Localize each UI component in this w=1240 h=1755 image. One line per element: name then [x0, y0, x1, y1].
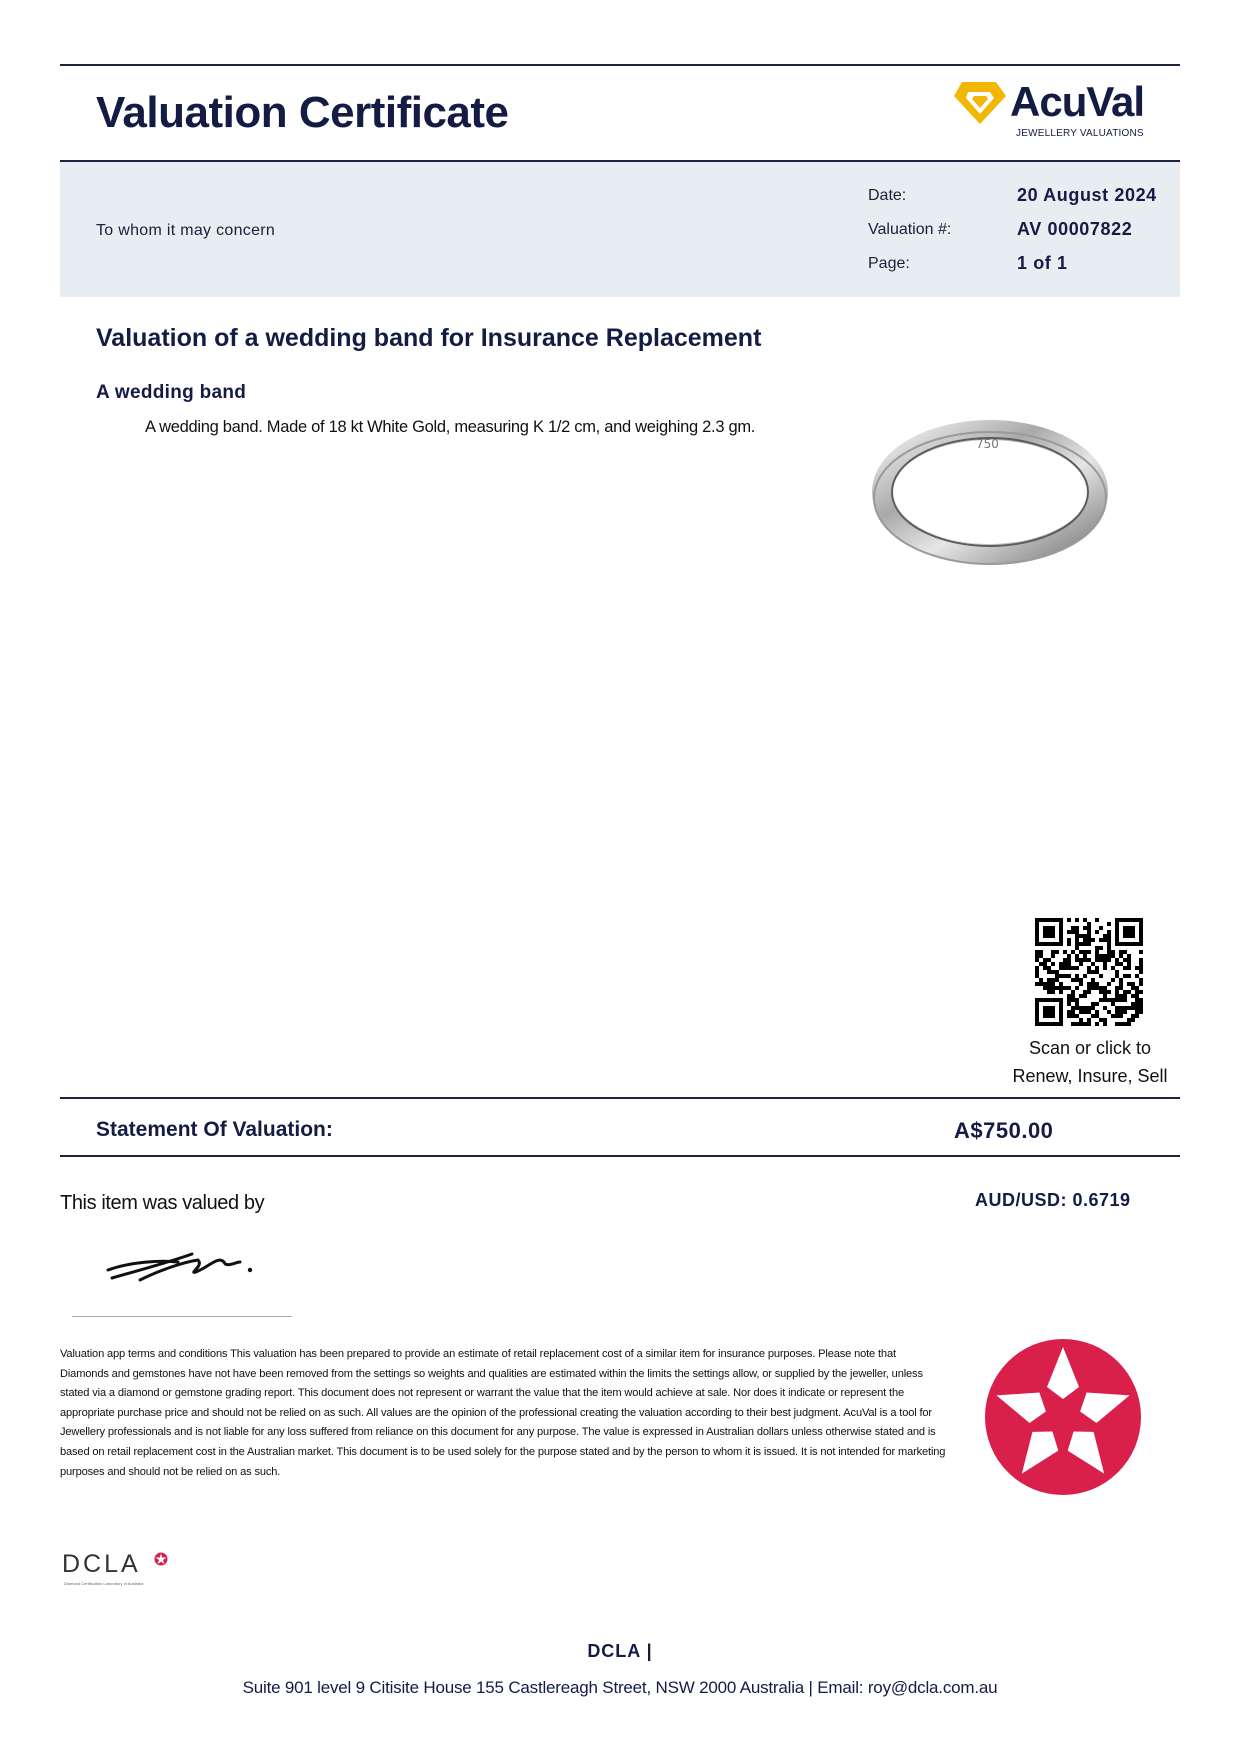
acuval-logo-word: AcuVal — [1010, 78, 1145, 125]
acuval-diamond-icon — [948, 78, 1010, 128]
valuation-number-value: AV 00007822 — [1017, 219, 1133, 239]
item-title: A wedding band — [96, 382, 247, 403]
recipient: To whom it may concern — [96, 222, 276, 239]
signature — [100, 1240, 260, 1290]
footer-address[interactable]: Suite 901 level 9 Citisite House 155 Castlereagh Street, NSW 2000 Australia | Email: roy@dcla.com.au — [242, 1678, 998, 1697]
statement-bottom-divider — [60, 1155, 1180, 1157]
acuval-logo-subtitle: JEWELLERY VALUATIONS — [1016, 128, 1144, 139]
qr-caption-line2: Renew, Insure, Sell — [1012, 1066, 1168, 1086]
signature-line — [72, 1316, 292, 1317]
ring-stamp: 750 — [976, 437, 999, 451]
qr-caption[interactable] — [1000, 1034, 1180, 1090]
valued-by-label: This item was valued by — [60, 1192, 265, 1214]
dcla-logo-word: DCLA — [62, 1550, 141, 1578]
item-description: A wedding band. Made of 18 kt White Gold, measuring K 1/2 cm, and weighing 2.3 gm. — [145, 418, 756, 436]
date-value: 20 August 2024 — [1017, 185, 1157, 205]
page-label: Page: — [868, 255, 910, 272]
page-value: 1 of 1 — [1017, 253, 1068, 273]
dcla-emblem-icon — [983, 1337, 1143, 1497]
statement-top-divider — [60, 1097, 1180, 1099]
terms-and-conditions: Valuation app terms and conditions This valuation has been prepared to provide an estimate of retail replacement cost of a similar item for insurance purposes. Please note that Diamonds and gemstones have not have been removed from the settings so weights and qualities are estimated within the limits the settings allow, or supplied by the jeweller, unless stated via a diamond or gemstone grading report. This document does not represent or warrant the value that the item would achieve at sale. Nor does it indicate or represent the appropriate purchase price and should not be relied on as such. All values are the opinion of the professional creating the valuation according to their best judgment. AcuVal is a tool for Jewellery professionals and is not liable for any loss suffered from reliance on this document for any purpose. The value is expressed in Australian dollars unless otherwise stated and is based on retail replacement cost in the Australian market. This document is to be used solely for the purpose stated and by the person to whom it is issued. It is not intended for marketing purposes and should not be relied on as such. — [60, 1348, 946, 1478]
footer-org: DCLA | — [587, 1641, 653, 1661]
ring-image — [870, 410, 1110, 600]
dcla-logo — [62, 1550, 182, 1590]
date-label: Date: — [868, 187, 907, 204]
statement-label: Statement Of Valuation: — [96, 1118, 333, 1141]
qr-code[interactable] — [1035, 918, 1143, 1026]
top-divider — [60, 64, 1180, 66]
dcla-star-icon — [154, 1552, 168, 1566]
acuval-logo — [948, 76, 1160, 146]
page-title: Valuation Certificate — [96, 88, 509, 137]
section-title: Valuation of a wedding band for Insurance Replacement — [96, 324, 762, 352]
statement-value: A$750.00 — [954, 1118, 1054, 1143]
qr-caption-line1: Scan or click to — [1028, 1038, 1152, 1058]
exchange-rate: AUD/USD: 0.6719 — [975, 1190, 1131, 1210]
dcla-logo-subtitle: Diamond Certification Laboratory of Australia — [64, 1581, 144, 1586]
valuation-number-label: Valuation #: — [868, 221, 952, 238]
